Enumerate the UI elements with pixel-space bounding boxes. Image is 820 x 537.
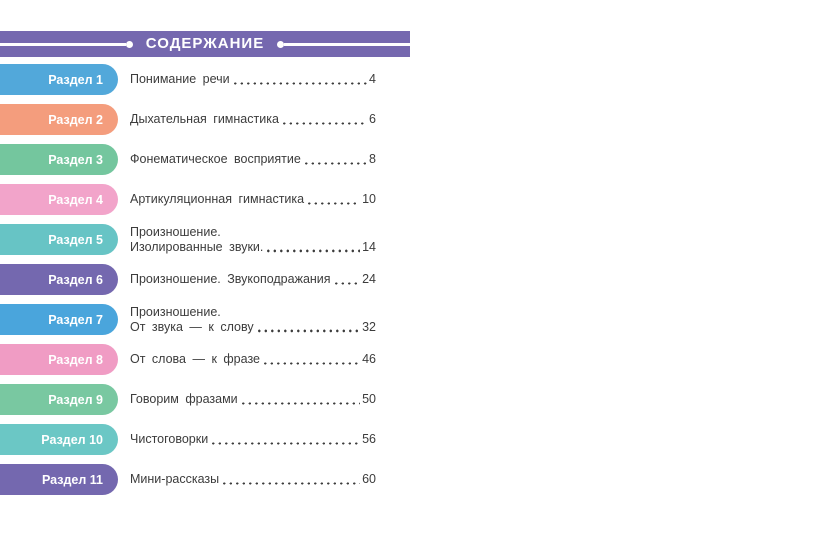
entry-title-line1: Произношение. [130,304,221,319]
toc-row [0,184,410,215]
entry-page-number: 10 [362,192,376,206]
section-tab-label: Раздел 2 [48,112,103,127]
toc-entry[interactable] [130,472,376,487]
dot-leader [212,441,360,445]
section-tab-label: Раздел 5 [48,232,103,247]
entry-page-number: 46 [362,352,376,366]
dot-leader [267,249,360,253]
dot-leader [223,481,360,485]
toc-entry[interactable] [130,192,376,207]
dot-leader [283,121,367,125]
entry-page-number: 14 [362,239,376,254]
entry-page-number: 8 [369,152,376,166]
toc-row [0,104,410,135]
section-tab-label: Раздел 1 [48,72,103,87]
page-title: СОДЕРЖАНИЕ [145,34,265,52]
toc-entry[interactable] [130,72,376,87]
toc-entry[interactable] [130,112,376,127]
section-tab[interactable] [0,384,118,415]
toc-row [0,264,410,295]
entry-title: Чистоговорки [130,432,209,446]
entry-page-number: 6 [369,112,376,126]
entry-page-number: 50 [362,392,376,406]
section-tab-label: Раздел 7 [48,312,103,327]
toc-entry[interactable] [130,392,376,407]
toc-row [0,344,410,375]
entry-page-number: 56 [362,432,376,446]
toc-row [0,464,410,495]
dot-leader [234,81,367,85]
section-tab[interactable] [0,304,118,335]
dot-leader [264,361,360,365]
toc-row [0,384,410,415]
contents-banner [0,31,410,57]
toc-row [0,144,410,175]
section-tab-label: Раздел 10 [41,432,103,447]
toc-row [0,424,410,455]
section-tab[interactable] [0,224,118,255]
toc-entry[interactable] [130,352,376,367]
section-tab[interactable] [0,144,118,175]
toc-row [0,64,410,95]
toc-row [0,224,410,255]
entry-title: Понимание речи [130,72,230,86]
entry-title: Мини-рассказы [130,472,220,486]
entry-page-number: 4 [369,72,376,86]
toc-list [0,64,410,504]
entry-page-number: 32 [362,319,376,334]
toc-entry[interactable] [130,272,376,287]
section-tab[interactable] [0,64,118,95]
section-tab[interactable] [0,264,118,295]
toc-row [0,304,410,335]
entry-page-number: 24 [362,272,376,286]
entry-title-line1: Произношение. [130,224,221,239]
toc-entry[interactable] [130,152,376,167]
toc-entry[interactable] [130,225,376,255]
dot-leader [335,281,361,285]
entry-title: От слова — к фразе [130,352,260,366]
banner-dot-right-icon [277,41,284,48]
section-tab-label: Раздел 3 [48,152,103,167]
entry-title: Фонематическое восприятие [130,152,301,166]
section-tab-label: Раздел 4 [48,192,103,207]
entry-title: Произношение. Звукоподражания [130,272,331,286]
section-tab-label: Раздел 9 [48,392,103,407]
dot-leader [305,161,367,165]
entry-title: Артикуляционная гимнастика [130,192,305,206]
dot-leader [242,401,360,405]
toc-entry[interactable] [130,305,376,335]
entry-title: От звука — к слову [130,319,254,334]
dot-leader [258,329,360,333]
section-tab-label: Раздел 11 [41,472,103,487]
entry-title: Дыхательная гимнастика [130,112,279,126]
dot-leader [308,201,360,205]
entry-title: Изолированные звуки. [130,239,264,254]
entry-title: Говорим фразами [130,392,238,406]
section-tab[interactable] [0,464,118,495]
section-tab-label: Раздел 8 [48,352,103,367]
section-tab[interactable] [0,424,118,455]
section-tab[interactable] [0,184,118,215]
banner-dot-left-icon [126,41,133,48]
banner-line-left [0,43,126,46]
section-tab[interactable] [0,104,118,135]
section-tab-label: Раздел 6 [48,272,103,287]
section-tab[interactable] [0,344,118,375]
banner-line-right [284,43,410,46]
entry-page-number: 60 [362,472,376,486]
toc-entry[interactable] [130,432,376,447]
